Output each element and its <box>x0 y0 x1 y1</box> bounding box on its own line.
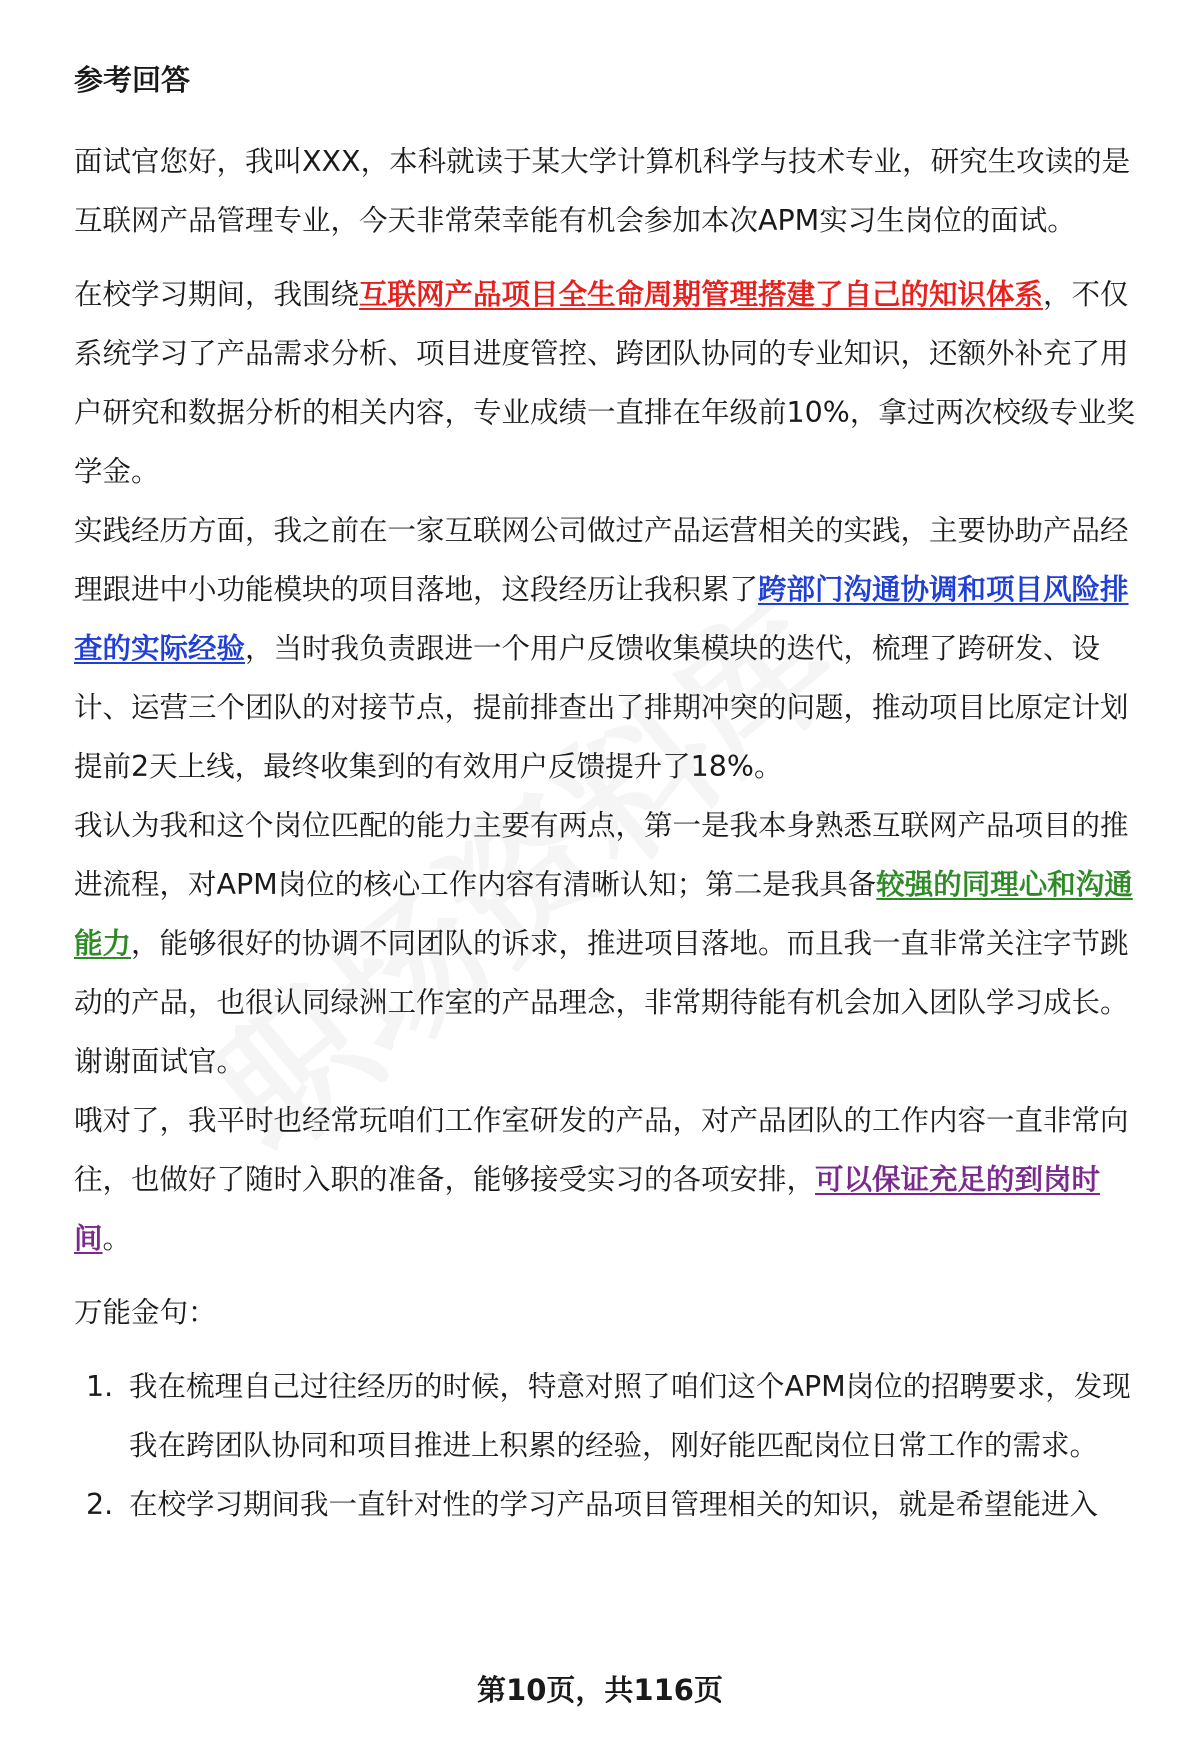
list-item <box>74 1475 1154 1534</box>
text-run: 实践经历方面，我之前在一家互联网公司做过产品运营相关的实践，主要协助产品经理跟进中小功能模块的项目落地，这段经历让我积累了 <box>74 514 1129 606</box>
text-run: 在校学习期间，我围绕 <box>74 278 360 311</box>
page-footer: 第10页，共116页 <box>477 1673 723 1707</box>
list-number: 1. <box>86 1370 114 1403</box>
paragraph-study <box>74 265 1154 501</box>
text-run: 我认为我和这个岗位匹配的能力主要有两点，第一是我本身熟悉互联网产品项目的推进流程，对APM岗位的核心工作内容有清晰认知；第二是我具备 <box>74 809 1129 901</box>
text-run: 哦对了，我平时也经常玩咱们工作室研发的产品，对产品团队的工作内容一直非常向往，也做好了随时入职的准备，能够接受实习的各项安排， <box>74 1104 1129 1196</box>
paragraph-practice <box>74 501 1154 796</box>
highlight-green: 较强的同理心和沟通能力 <box>74 868 1133 960</box>
text-run: 。 <box>102 1222 132 1255</box>
highlight-blue: 跨部门沟通协调和项目风险排查的实际经验 <box>74 573 1129 665</box>
paragraph-intro: 面试官您好，我叫XXX，本科就读于某大学计算机科学与技术专业，研究生攻读的是互联网产品管理专业，今天非常荣幸能有机会参加本次APM实习生岗位的面试。 <box>74 145 1131 237</box>
highlight-red: 互联网产品项目全生命周期管理搭建了自己的知识体系 <box>359 278 1044 311</box>
list-item <box>74 1357 1154 1475</box>
paragraph-addendum <box>74 1091 1154 1268</box>
list-text: 我在梳理自己过往经历的时候，特意对照了咱们这个APM岗位的招聘要求，发现我在跨团队协同和项目推进上积累的经验，刚好能匹配岗位日常工作的需求。 <box>129 1370 1131 1462</box>
paragraph-match <box>74 796 1154 1091</box>
content <box>74 58 1154 1534</box>
list-number: 2. <box>86 1488 114 1521</box>
section-heading: 参考回答 <box>74 63 191 97</box>
text-run: ，能够很好的协调不同团队的诉求，推进项目落地。而且我一直非常关注字节跳动的产品，也很认同绿洲工作室的产品理念，非常期待能有机会加入团队学习成长。谢谢面试官。 <box>74 927 1129 1078</box>
golden-sentences-list <box>74 1357 1154 1534</box>
list-text: 在校学习期间我一直针对性的学习产品项目管理相关的知识，就是希望能进入 <box>129 1488 1099 1521</box>
golden-sentences-label: 万能金句： <box>74 1296 217 1329</box>
text-run: ，不仅系统学习了产品需求分析、项目进度管控、跨团队协同的专业知识，还额外补充了用户研究和数据分析的相关内容，专业成绩一直排在年级前10%，拿过两次校级专业奖学金。 <box>74 278 1135 488</box>
text-run: ，当时我负责跟进一个用户反馈收集模块的迭代，梳理了跨研发、设计、运营三个团队的对接节点，提前排查出了排期冲突的问题，推动项目比原定计划提前2天上线，最终收集到的有效用户反馈提升了18%。 <box>74 632 1129 783</box>
highlight-purple: 可以保证充足的到岗时间 <box>74 1163 1101 1255</box>
